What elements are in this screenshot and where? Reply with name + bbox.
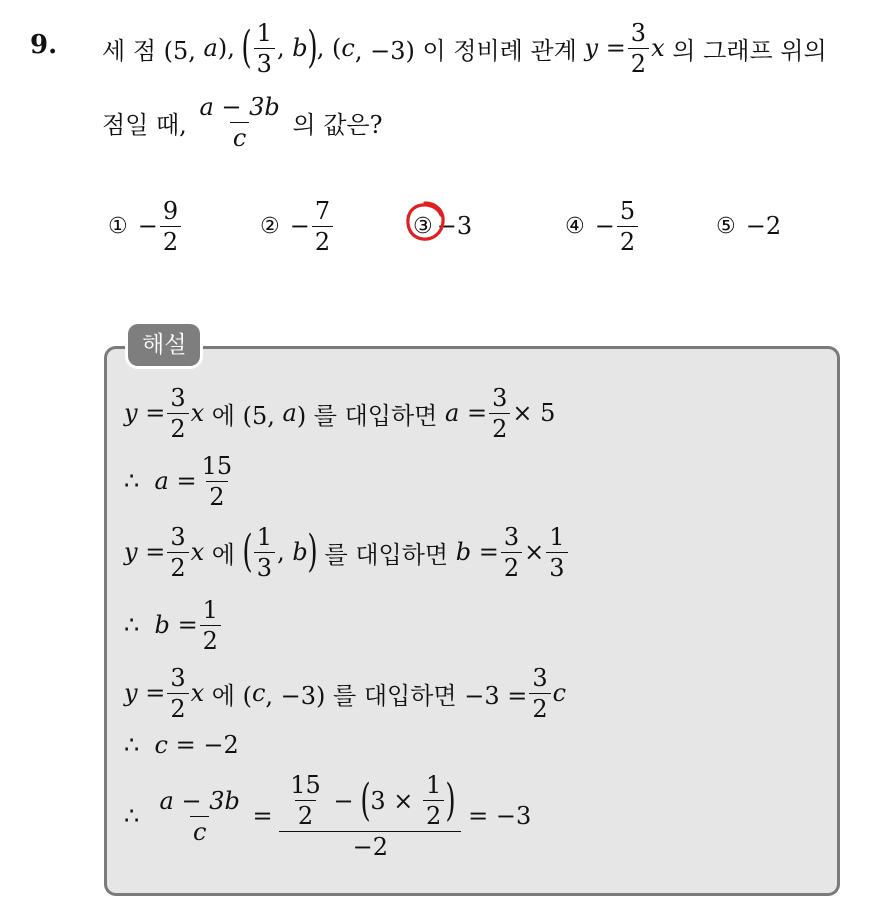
choice-3[interactable]: ③ −3 <box>413 212 473 240</box>
question-line-1: 세 점 (5, a ), ( $\frac{1}{3}$ , b ) , ( c , −3) 이 정비례 관계 y = $\frac{3}{2}$ x 의 그래프 위의 <box>102 18 827 78</box>
var-b: b <box>292 34 308 62</box>
question-line-2: 점일 때, $\frac{a - 3b}{c}$ 의 값은? <box>102 92 383 152</box>
choice-1[interactable]: ① − $\frac{9}{2}$ <box>108 196 183 256</box>
solution-line-3: y = $\frac{3}{2}$ x 에 ( $\frac{1}{3}$ , b ) 를 대입하면 b = $\frac{3}{2}$ × $\frac{1}{3}$ <box>124 520 570 584</box>
var-a: a <box>203 34 218 62</box>
question-number: 9. <box>30 30 58 60</box>
question-text: 세 점 (5, <box>102 36 196 65</box>
solution-tag: 해설 <box>128 324 200 366</box>
choice-2[interactable]: ② − $\frac{7}{2}$ <box>260 196 335 256</box>
choice-4[interactable]: ④ − $\frac{5}{2}$ <box>565 196 640 256</box>
selected-answer-circle-icon <box>403 199 447 243</box>
fraction-expression: $\frac{a - 3b}{c}$ <box>199 92 280 152</box>
question-text: ), <box>217 34 235 62</box>
fraction-one-third: $\frac{1}{3}$ <box>254 21 275 76</box>
solution-line-1: y = $\frac{3}{2}$ x 에 (5, a ) 를 대입하면 a = $\frac{3}{2}$ × 5 <box>124 383 556 443</box>
var-c: c <box>341 34 355 62</box>
fraction-three-halves: $\frac{3}{2}$ <box>628 21 649 76</box>
solution-line-6: ∴ c = −2 <box>124 731 239 759</box>
final-fraction: $\frac{15}{2}$ − ( 3 × $\frac{1}{2}$ ) −2 <box>282 773 458 859</box>
solution-line-7: ∴ $\frac{a - 3b}{c}$ = $\frac{15}{2}$ − ( 3 × $\frac{1}{2}$ ) −2 = −3 <box>124 771 532 861</box>
solution-line-4: ∴ b = $\frac{1}{2}$ <box>124 596 223 654</box>
solution-line-2: ∴ a = $\frac{15}{2}$ <box>124 451 233 511</box>
solution-line-5: y = $\frac{3}{2}$ x 에 ( c , −3) 를 대입하면 −3 = $\frac{3}{2}$ c <box>124 663 567 723</box>
choice-5[interactable]: ⑤ −2 <box>716 212 782 240</box>
